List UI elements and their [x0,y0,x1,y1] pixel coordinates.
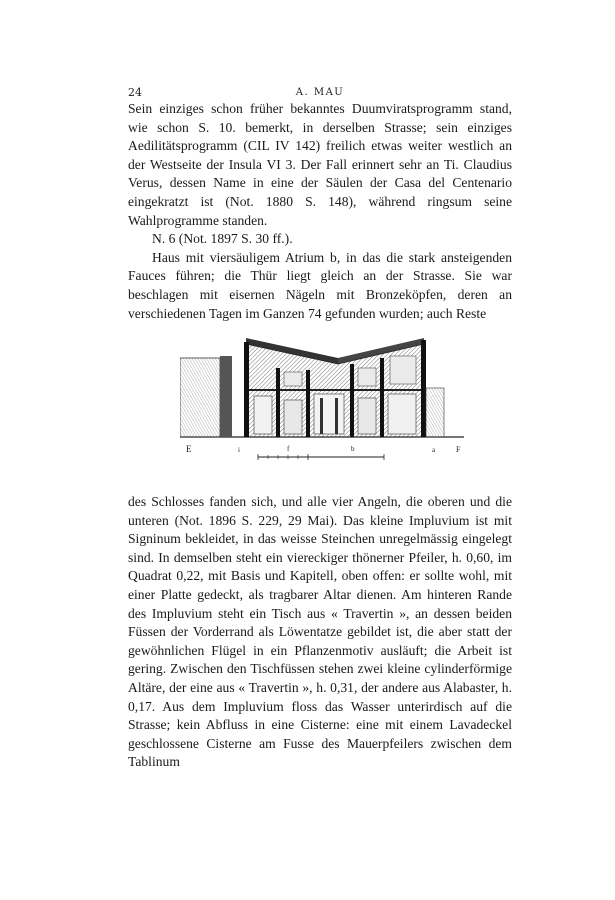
paragraph-impluvium: des Schlosses fanden sich, und alle vier Angeln, die oberen und die unteren (Not. 1896 S. 229, 29 Mai). Das kleine Impluvium ist mit Signinum bekleidet, in das weisse Steinchen unregelmässig eingelegt sind. In demselben steht ein viereckiger thönerner Pfeiler, h. 0,60, im Quadrat 0,22, mit Basis und Kapitell, oben offen: er sollte wohl, mit einer Platte gedeckt, als tragbarer Altar dienen. Am hinteren Rande des Impluvium steht ein Tisch aus « Travertin », an dessen beiden Füssen der Vorderrand als Löwentatze gebildet ist, die aber statt der gewöhnlichen Flügel in ein Pflanzenmotiv ausläuft; die Arbeit ist gering. Zwischen den Tischfüssen stehen zwei kleine cylinderförmige Altäre, der eine aus « Travertin », h. 0,31, der andere aus Alabaster, h. 0,17. Aus dem Impluvium floss das Wasser unterirdisch auf die Strasse; kein Abfluss in eine Cisterne: eine mit einem Lavadeckel geschlossene Cisterne am Fusse des Mauerpfeilers zwischen dem Tablinum [128,494,512,770]
text-block-top [128,100,512,323]
label-b: b [351,445,355,453]
label-i: i [238,446,240,454]
page-number: 24 [128,86,142,99]
paragraph-haus-atrium: Haus mit viersäuligem Atrium b, in das die stark ansteigenden Fauces führen; die Thür liegt gleich an der Strasse. Sie war beschlagen mit eisernen Nägeln mit Bronzeköpfen, deren an verschiedenen Tagen im Ganzen 74 gefunden wurden; auch Reste [128,249,512,321]
scale-bar [258,454,384,460]
paragraph-duumvirat: Sein einziges schon früher bekanntes Duumviratsprogramm stand, wie schon S. 10. bemerkt, in derselben Strasse; sein einziges Aedilitätsprogramm (CIL IV 142) freilich etwas weiter westlich an der Westseite der Insula VI 3. Der Fall erinnert sehr an Ti. Claudius Verus, dessen Name in eine der Säulen der Casa del Centenario eingekratzt ist (Not. 1880 S. 148), während ringsum seine Wahlprogramme standen. [128,101,512,228]
label-f: f [287,445,290,453]
text-block-bottom [128,493,512,772]
label-e: E [186,444,192,454]
label-a: a [432,446,436,454]
running-head: A. MAU [295,87,345,98]
label-F: F [456,445,461,454]
house-section-drawing [180,328,464,470]
section-heading-n6: N. 6 (Not. 1897 S. 30 ff.). [152,231,293,247]
